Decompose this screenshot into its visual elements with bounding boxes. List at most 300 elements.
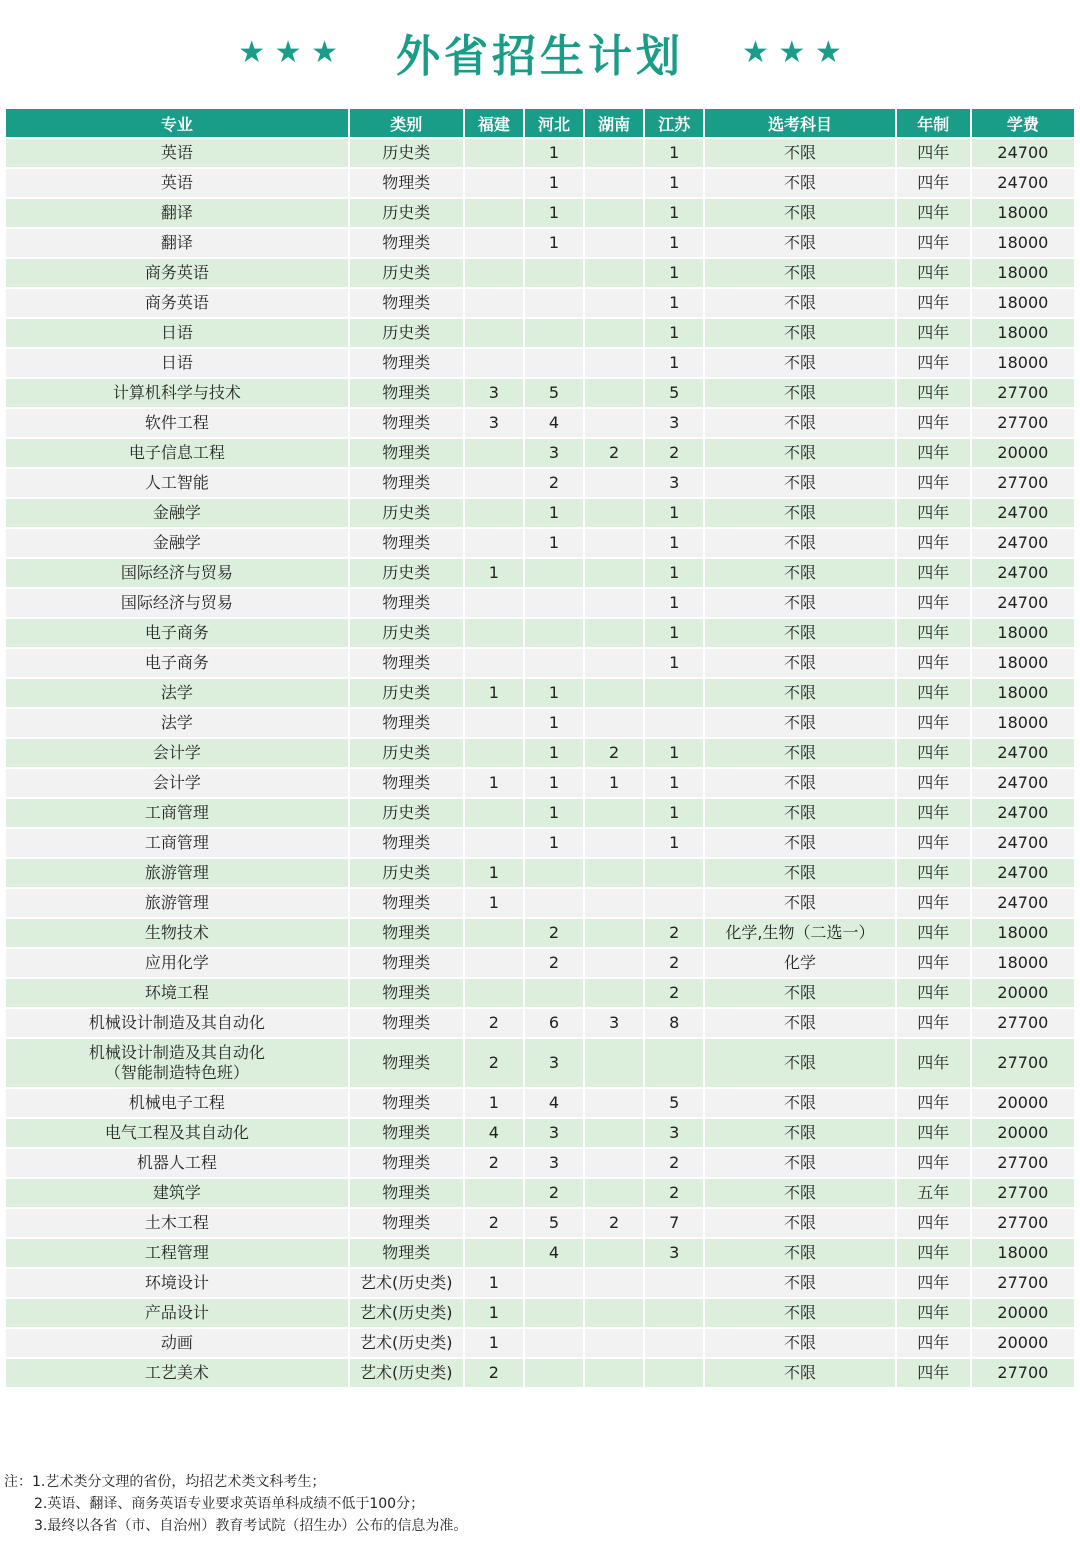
cell-hunan	[585, 679, 643, 707]
cell-hunan: 2	[585, 739, 643, 767]
cell-hunan	[585, 289, 643, 317]
cell-fujian	[465, 799, 523, 827]
cell-tuition: 27700	[972, 1359, 1074, 1387]
cell-subjects: 不限	[705, 799, 894, 827]
cell-hebei: 1	[525, 499, 583, 527]
cell-major: 日语	[6, 319, 348, 347]
cell-hunan	[585, 1359, 643, 1387]
cell-subjects: 不限	[705, 1149, 894, 1177]
cell-fujian: 1	[465, 1269, 523, 1297]
cell-years: 四年	[897, 769, 970, 797]
cell-hunan	[585, 139, 643, 167]
cell-hunan	[585, 589, 643, 617]
cell-hunan	[585, 499, 643, 527]
cell-fujian	[465, 229, 523, 257]
cell-hunan	[585, 319, 643, 347]
cell-years: 四年	[897, 229, 970, 257]
cell-years: 四年	[897, 889, 970, 917]
cell-fujian: 2	[465, 1039, 523, 1087]
cell-hebei: 4	[525, 1089, 583, 1117]
table-header-row	[6, 109, 1074, 137]
cell-tuition: 27700	[972, 379, 1074, 407]
stars-right-icon: ★ ★ ★	[742, 34, 842, 70]
cell-hebei: 1	[525, 139, 583, 167]
cell-category: 历史类	[350, 739, 463, 767]
cell-tuition: 20000	[972, 1089, 1074, 1117]
cell-category: 物理类	[350, 769, 463, 797]
table-row	[6, 709, 1074, 737]
cell-hunan	[585, 229, 643, 257]
cell-fujian: 3	[465, 409, 523, 437]
cell-category: 物理类	[350, 169, 463, 197]
cell-major: 软件工程	[6, 409, 348, 437]
cell-years: 四年	[897, 949, 970, 977]
cell-years: 四年	[897, 409, 970, 437]
cell-subjects: 不限	[705, 739, 894, 767]
cell-subjects: 不限	[705, 499, 894, 527]
cell-jiangsu: 1	[645, 199, 703, 227]
cell-hebei	[525, 619, 583, 647]
cell-fujian: 1	[465, 859, 523, 887]
cell-fujian	[465, 349, 523, 377]
cell-subjects: 不限	[705, 169, 894, 197]
cell-fujian: 2	[465, 1359, 523, 1387]
table-row	[6, 409, 1074, 437]
cell-years: 四年	[897, 1149, 970, 1177]
cell-jiangsu	[645, 709, 703, 737]
cell-hebei: 1	[525, 529, 583, 557]
cell-jiangsu	[645, 1329, 703, 1357]
cell-tuition: 20000	[972, 979, 1074, 1007]
cell-major: 法学	[6, 679, 348, 707]
cell-tuition: 20000	[972, 1119, 1074, 1147]
cell-jiangsu	[645, 1359, 703, 1387]
cell-years: 四年	[897, 649, 970, 677]
cell-tuition: 24700	[972, 859, 1074, 887]
cell-tuition: 18000	[972, 349, 1074, 377]
cell-hunan	[585, 979, 643, 1007]
cell-category: 历史类	[350, 679, 463, 707]
table-row	[6, 1209, 1074, 1237]
header-years: 年制	[897, 109, 970, 137]
cell-jiangsu: 5	[645, 379, 703, 407]
cell-years: 四年	[897, 1039, 970, 1087]
title-bar	[0, 18, 1080, 86]
cell-subjects: 不限	[705, 679, 894, 707]
table-row	[6, 829, 1074, 857]
cell-jiangsu: 1	[645, 229, 703, 257]
cell-jiangsu: 1	[645, 259, 703, 287]
cell-years: 四年	[897, 529, 970, 557]
cell-major: 翻译	[6, 199, 348, 227]
cell-jiangsu: 3	[645, 409, 703, 437]
cell-tuition: 24700	[972, 589, 1074, 617]
cell-jiangsu: 5	[645, 1089, 703, 1117]
header-hebei: 河北	[525, 109, 583, 137]
cell-category: 物理类	[350, 1009, 463, 1037]
cell-subjects: 不限	[705, 1009, 894, 1037]
cell-category: 历史类	[350, 139, 463, 167]
cell-subjects: 不限	[705, 469, 894, 497]
cell-major: 机械电子工程	[6, 1089, 348, 1117]
cell-years: 四年	[897, 619, 970, 647]
cell-hebei	[525, 559, 583, 587]
cell-years: 四年	[897, 289, 970, 317]
cell-subjects: 不限	[705, 709, 894, 737]
cell-major: 日语	[6, 349, 348, 377]
cell-subjects: 化学	[705, 949, 894, 977]
cell-jiangsu: 1	[645, 169, 703, 197]
stars-left-icon: ★ ★ ★	[238, 34, 338, 70]
cell-fujian	[465, 259, 523, 287]
table-row	[6, 799, 1074, 827]
cell-tuition: 18000	[972, 199, 1074, 227]
cell-category: 历史类	[350, 259, 463, 287]
cell-hebei	[525, 889, 583, 917]
cell-major: 土木工程	[6, 1209, 348, 1237]
cell-category: 物理类	[350, 1089, 463, 1117]
table-row	[6, 529, 1074, 557]
cell-category: 物理类	[350, 1119, 463, 1147]
cell-jiangsu: 2	[645, 1149, 703, 1177]
cell-major: 金融学	[6, 499, 348, 527]
note-line: 注：1.艺术类分文理的省份，均招艺术类文科考生；	[4, 1474, 326, 1490]
table-row	[6, 1179, 1074, 1207]
cell-jiangsu	[645, 1039, 703, 1087]
cell-subjects: 不限	[705, 889, 894, 917]
table-row	[6, 769, 1074, 797]
cell-jiangsu: 3	[645, 469, 703, 497]
cell-hebei	[525, 349, 583, 377]
cell-tuition: 24700	[972, 889, 1074, 917]
cell-hunan	[585, 169, 643, 197]
cell-hunan	[585, 1039, 643, 1087]
cell-tuition: 18000	[972, 619, 1074, 647]
cell-category: 物理类	[350, 1239, 463, 1267]
cell-hunan	[585, 859, 643, 887]
table-row	[6, 679, 1074, 707]
cell-hebei: 2	[525, 469, 583, 497]
table-row	[6, 619, 1074, 647]
cell-major: 旅游管理	[6, 889, 348, 917]
cell-major: 电子信息工程	[6, 439, 348, 467]
cell-major: 电子商务	[6, 649, 348, 677]
cell-category: 历史类	[350, 799, 463, 827]
table-row	[6, 1149, 1074, 1177]
cell-category: 物理类	[350, 979, 463, 1007]
cell-major: 旅游管理	[6, 859, 348, 887]
cell-category: 物理类	[350, 649, 463, 677]
cell-major: 机械设计制造及其自动化	[6, 1009, 348, 1037]
cell-fujian	[465, 649, 523, 677]
cell-hebei: 1	[525, 709, 583, 737]
cell-fujian	[465, 709, 523, 737]
cell-category: 物理类	[350, 229, 463, 257]
cell-category: 物理类	[350, 1039, 463, 1087]
cell-major: 机械设计制造及其自动化 （智能制造特色班）	[6, 1039, 348, 1087]
cell-fujian	[465, 619, 523, 647]
cell-tuition: 20000	[972, 439, 1074, 467]
table-row	[6, 979, 1074, 1007]
cell-subjects: 不限	[705, 139, 894, 167]
table-row	[6, 1089, 1074, 1117]
cell-fujian	[465, 1239, 523, 1267]
cell-major: 动画	[6, 1329, 348, 1357]
cell-jiangsu: 1	[645, 739, 703, 767]
cell-hunan: 2	[585, 1209, 643, 1237]
cell-tuition: 18000	[972, 919, 1074, 947]
cell-hunan	[585, 1329, 643, 1357]
cell-fujian	[465, 469, 523, 497]
cell-fujian: 4	[465, 1119, 523, 1147]
table-row	[6, 649, 1074, 677]
notes	[4, 1471, 467, 1537]
cell-hebei	[525, 859, 583, 887]
cell-hebei	[525, 589, 583, 617]
cell-hunan	[585, 1119, 643, 1147]
cell-tuition: 24700	[972, 169, 1074, 197]
cell-major: 电气工程及其自动化	[6, 1119, 348, 1147]
table-row	[6, 229, 1074, 257]
cell-subjects: 不限	[705, 1039, 894, 1087]
enrollment-table	[4, 107, 1076, 1389]
cell-tuition: 18000	[972, 259, 1074, 287]
cell-hebei: 1	[525, 739, 583, 767]
table-row	[6, 199, 1074, 227]
cell-years: 四年	[897, 1299, 970, 1327]
cell-hebei: 1	[525, 829, 583, 857]
cell-hunan	[585, 649, 643, 677]
cell-category: 艺术(历史类)	[350, 1359, 463, 1387]
cell-tuition: 27700	[972, 1179, 1074, 1207]
cell-jiangsu: 3	[645, 1239, 703, 1267]
cell-jiangsu: 1	[645, 619, 703, 647]
cell-years: 四年	[897, 1239, 970, 1267]
cell-hebei: 5	[525, 1209, 583, 1237]
cell-category: 物理类	[350, 439, 463, 467]
cell-hebei: 1	[525, 799, 583, 827]
cell-major: 商务英语	[6, 289, 348, 317]
cell-category: 历史类	[350, 619, 463, 647]
cell-major: 翻译	[6, 229, 348, 257]
cell-hebei: 4	[525, 1239, 583, 1267]
cell-tuition: 18000	[972, 679, 1074, 707]
table-row	[6, 1239, 1074, 1267]
cell-subjects: 不限	[705, 439, 894, 467]
cell-category: 物理类	[350, 889, 463, 917]
table-row	[6, 919, 1074, 947]
cell-tuition: 20000	[972, 1299, 1074, 1327]
cell-years: 四年	[897, 259, 970, 287]
cell-tuition: 18000	[972, 229, 1074, 257]
cell-tuition: 24700	[972, 499, 1074, 527]
cell-subjects: 不限	[705, 1359, 894, 1387]
cell-subjects: 不限	[705, 199, 894, 227]
cell-jiangsu: 2	[645, 979, 703, 1007]
cell-hebei: 1	[525, 679, 583, 707]
cell-major: 环境工程	[6, 979, 348, 1007]
cell-category: 物理类	[350, 1209, 463, 1237]
cell-hunan: 2	[585, 439, 643, 467]
table-row	[6, 949, 1074, 977]
cell-subjects: 不限	[705, 859, 894, 887]
cell-years: 四年	[897, 1209, 970, 1237]
cell-tuition: 24700	[972, 829, 1074, 857]
cell-jiangsu: 1	[645, 649, 703, 677]
cell-jiangsu: 3	[645, 1119, 703, 1147]
cell-major: 电子商务	[6, 619, 348, 647]
cell-major: 会计学	[6, 769, 348, 797]
table-row	[6, 1009, 1074, 1037]
cell-subjects: 不限	[705, 1119, 894, 1147]
cell-fujian: 2	[465, 1209, 523, 1237]
cell-hunan	[585, 379, 643, 407]
cell-fujian	[465, 169, 523, 197]
cell-tuition: 18000	[972, 649, 1074, 677]
cell-jiangsu: 1	[645, 289, 703, 317]
cell-years: 四年	[897, 169, 970, 197]
cell-major: 建筑学	[6, 1179, 348, 1207]
cell-fujian	[465, 499, 523, 527]
cell-major: 机器人工程	[6, 1149, 348, 1177]
cell-hebei: 2	[525, 949, 583, 977]
cell-tuition: 27700	[972, 1039, 1074, 1087]
cell-fujian: 2	[465, 1009, 523, 1037]
cell-hebei: 3	[525, 1149, 583, 1177]
cell-jiangsu	[645, 859, 703, 887]
cell-tuition: 24700	[972, 799, 1074, 827]
cell-subjects: 不限	[705, 409, 894, 437]
cell-hunan	[585, 199, 643, 227]
cell-fujian: 1	[465, 1089, 523, 1117]
cell-years: 四年	[897, 319, 970, 347]
cell-major: 计算机科学与技术	[6, 379, 348, 407]
cell-jiangsu: 1	[645, 139, 703, 167]
cell-hebei	[525, 1269, 583, 1297]
cell-major: 国际经济与贸易	[6, 589, 348, 617]
cell-tuition: 24700	[972, 529, 1074, 557]
cell-tuition: 24700	[972, 559, 1074, 587]
cell-hunan	[585, 919, 643, 947]
cell-hunan	[585, 1269, 643, 1297]
table-row	[6, 139, 1074, 167]
cell-years: 四年	[897, 199, 970, 227]
cell-major: 国际经济与贸易	[6, 559, 348, 587]
cell-hebei: 4	[525, 409, 583, 437]
cell-major: 环境设计	[6, 1269, 348, 1297]
cell-years: 四年	[897, 859, 970, 887]
cell-hebei	[525, 319, 583, 347]
cell-tuition: 27700	[972, 1209, 1074, 1237]
cell-category: 物理类	[350, 1149, 463, 1177]
cell-subjects: 化学,生物（二选一）	[705, 919, 894, 947]
header-fujian: 福建	[465, 109, 523, 137]
cell-tuition: 18000	[972, 319, 1074, 347]
cell-years: 四年	[897, 829, 970, 857]
cell-major: 应用化学	[6, 949, 348, 977]
cell-tuition: 27700	[972, 1149, 1074, 1177]
cell-category: 物理类	[350, 949, 463, 977]
table-row	[6, 889, 1074, 917]
cell-jiangsu: 1	[645, 589, 703, 617]
page-title: 外省招生计划	[396, 31, 684, 82]
cell-hunan	[585, 469, 643, 497]
cell-category: 物理类	[350, 469, 463, 497]
cell-jiangsu: 7	[645, 1209, 703, 1237]
cell-years: 四年	[897, 679, 970, 707]
cell-hunan	[585, 619, 643, 647]
table-row	[6, 169, 1074, 197]
cell-fujian	[465, 979, 523, 1007]
cell-jiangsu: 2	[645, 949, 703, 977]
cell-jiangsu: 2	[645, 439, 703, 467]
cell-hunan	[585, 349, 643, 377]
cell-subjects: 不限	[705, 589, 894, 617]
cell-fujian	[465, 1179, 523, 1207]
cell-years: 四年	[897, 379, 970, 407]
cell-subjects: 不限	[705, 1179, 894, 1207]
cell-jiangsu: 1	[645, 349, 703, 377]
cell-category: 艺术(历史类)	[350, 1329, 463, 1357]
cell-fujian	[465, 919, 523, 947]
cell-hunan	[585, 799, 643, 827]
cell-fujian: 1	[465, 1299, 523, 1327]
cell-subjects: 不限	[705, 769, 894, 797]
cell-major: 生物技术	[6, 919, 348, 947]
cell-hebei: 5	[525, 379, 583, 407]
cell-subjects: 不限	[705, 229, 894, 257]
table-row	[6, 1329, 1074, 1357]
cell-fujian: 1	[465, 889, 523, 917]
cell-years: 四年	[897, 349, 970, 377]
cell-subjects: 不限	[705, 349, 894, 377]
cell-subjects: 不限	[705, 1269, 894, 1297]
cell-jiangsu	[645, 679, 703, 707]
table-row	[6, 739, 1074, 767]
cell-jiangsu: 2	[645, 1179, 703, 1207]
cell-years: 四年	[897, 1269, 970, 1297]
header-tuition: 学费	[972, 109, 1074, 137]
cell-subjects: 不限	[705, 319, 894, 347]
header-hunan: 湖南	[585, 109, 643, 137]
cell-fujian	[465, 529, 523, 557]
cell-jiangsu	[645, 889, 703, 917]
cell-major: 工艺美术	[6, 1359, 348, 1387]
note-line: 2.英语、翻译、商务英语专业要求英语单科成绩不低于100分；	[34, 1496, 425, 1512]
cell-hebei: 1	[525, 229, 583, 257]
table-row	[6, 1039, 1074, 1087]
cell-hunan	[585, 1299, 643, 1327]
cell-hebei: 1	[525, 769, 583, 797]
cell-category: 物理类	[350, 349, 463, 377]
cell-years: 四年	[897, 1089, 970, 1117]
cell-tuition: 27700	[972, 409, 1074, 437]
table-row	[6, 289, 1074, 317]
table-row	[6, 1269, 1074, 1297]
cell-tuition: 18000	[972, 709, 1074, 737]
cell-jiangsu: 8	[645, 1009, 703, 1037]
cell-jiangsu: 1	[645, 499, 703, 527]
cell-hebei	[525, 259, 583, 287]
cell-hunan	[585, 1239, 643, 1267]
cell-jiangsu: 1	[645, 559, 703, 587]
cell-hunan: 1	[585, 769, 643, 797]
cell-tuition: 27700	[972, 1009, 1074, 1037]
cell-category: 物理类	[350, 709, 463, 737]
cell-fujian: 3	[465, 379, 523, 407]
cell-hebei: 1	[525, 199, 583, 227]
cell-category: 物理类	[350, 1179, 463, 1207]
